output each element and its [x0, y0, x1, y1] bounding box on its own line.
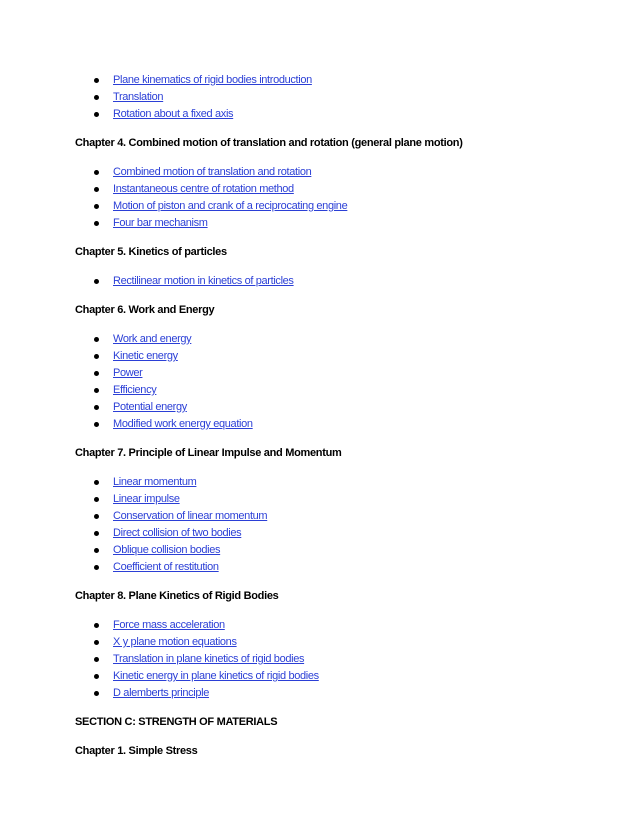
topic-link[interactable]: Direct collision of two bodies: [113, 527, 242, 539]
list-item: [75, 348, 575, 365]
topic-link[interactable]: X y plane motion equations: [113, 636, 237, 648]
list-item: [75, 634, 575, 651]
list-item: [75, 365, 575, 382]
chapter-6-heading: Chapter 6. Work and Energy: [75, 304, 215, 316]
section-c-heading: SECTION C: STRENGTH OF MATERIALS: [75, 716, 278, 728]
topic-link[interactable]: D alemberts principle: [113, 687, 209, 699]
chapter-4-heading: Chapter 4. Combined motion of translation and rotation (general plane motion): [75, 137, 463, 149]
bullet-icon: [94, 337, 99, 342]
bullet-icon: [94, 204, 99, 209]
topic-link[interactable]: Potential energy: [113, 401, 187, 413]
chapter-7-heading: Chapter 7. Principle of Linear Impulse and Momentum: [75, 447, 342, 459]
list-item: [75, 273, 575, 290]
topic-list-chapter-8: [75, 617, 575, 702]
bullet-icon: [94, 78, 99, 83]
bullet-icon: [94, 674, 99, 679]
topic-link[interactable]: Translation in plane kinetics of rigid bodies: [113, 653, 305, 665]
list-item: [75, 181, 575, 198]
bullet-icon: [94, 623, 99, 628]
list-item: [75, 651, 575, 668]
bullet-icon: [94, 514, 99, 519]
topic-link[interactable]: Rectilinear motion in kinetics of particles: [113, 275, 294, 287]
list-item: [75, 542, 575, 559]
list-item: [75, 617, 575, 634]
topic-link[interactable]: Work and energy: [113, 333, 192, 345]
bullet-icon: [94, 405, 99, 410]
topic-link[interactable]: Kinetic energy: [113, 350, 178, 362]
list-item: [75, 668, 575, 685]
list-item: [75, 474, 575, 491]
list-item: [75, 106, 575, 123]
bullet-icon: [94, 480, 99, 485]
list-item: [75, 685, 575, 702]
bullet-icon: [94, 112, 99, 117]
list-item: [75, 164, 575, 181]
bullet-icon: [94, 371, 99, 376]
list-item: [75, 416, 575, 433]
topic-link[interactable]: Rotation about a fixed axis: [113, 108, 234, 120]
topic-link[interactable]: Force mass acceleration: [113, 619, 225, 631]
bullet-icon: [94, 279, 99, 284]
topic-link[interactable]: Translation: [113, 91, 164, 103]
chapter-8-heading: Chapter 8. Plane Kinetics of Rigid Bodies: [75, 590, 279, 602]
list-item: [75, 89, 575, 106]
topic-link[interactable]: Conservation of linear momentum: [113, 510, 268, 522]
topic-link[interactable]: Linear momentum: [113, 476, 197, 488]
bullet-icon: [94, 187, 99, 192]
bullet-icon: [94, 95, 99, 100]
list-item: [75, 525, 575, 542]
topic-link[interactable]: Linear impulse: [113, 493, 180, 505]
list-item: [75, 215, 575, 232]
list-item: [75, 491, 575, 508]
bullet-icon: [94, 170, 99, 175]
topic-list-chapter-4: [75, 164, 575, 232]
document-content: [75, 72, 575, 760]
topic-list-chapter-7: [75, 474, 575, 576]
topic-link[interactable]: Plane kinematics of rigid bodies introduction: [113, 74, 312, 86]
bullet-icon: [94, 497, 99, 502]
chapter-5-heading: Chapter 5. Kinetics of particles: [75, 246, 227, 258]
topic-link[interactable]: Combined motion of translation and rotation: [113, 166, 312, 178]
list-item: [75, 72, 575, 89]
bullet-icon: [94, 422, 99, 427]
bullet-icon: [94, 640, 99, 645]
bullet-icon: [94, 354, 99, 359]
topic-link[interactable]: Motion of piston and crank of a reciprocating engine: [113, 200, 348, 212]
bullet-icon: [94, 548, 99, 553]
topic-link[interactable]: Oblique collision bodies: [113, 544, 221, 556]
list-item: [75, 508, 575, 525]
bullet-icon: [94, 531, 99, 536]
section-c-chapter-1-heading: Chapter 1. Simple Stress: [75, 745, 198, 757]
bullet-icon: [94, 657, 99, 662]
bullet-icon: [94, 691, 99, 696]
bullet-icon: [94, 565, 99, 570]
topic-list-kinematics: [75, 72, 575, 123]
bullet-icon: [94, 221, 99, 226]
topic-link[interactable]: Modified work energy equation: [113, 418, 253, 430]
topic-link[interactable]: Efficiency: [113, 384, 157, 396]
topic-link[interactable]: Instantaneous centre of rotation method: [113, 183, 294, 195]
topic-list-chapter-5: [75, 273, 575, 290]
list-item: [75, 331, 575, 348]
topic-link[interactable]: Four bar mechanism: [113, 217, 208, 229]
list-item: [75, 559, 575, 576]
topic-link[interactable]: Kinetic energy in plane kinetics of rigid bodies: [113, 670, 319, 682]
list-item: [75, 198, 575, 215]
list-item: [75, 399, 575, 416]
topic-link[interactable]: Power: [113, 367, 143, 379]
bullet-icon: [94, 388, 99, 393]
topic-list-chapter-6: [75, 331, 575, 433]
list-item: [75, 382, 575, 399]
topic-link[interactable]: Coefficient of restitution: [113, 561, 219, 573]
